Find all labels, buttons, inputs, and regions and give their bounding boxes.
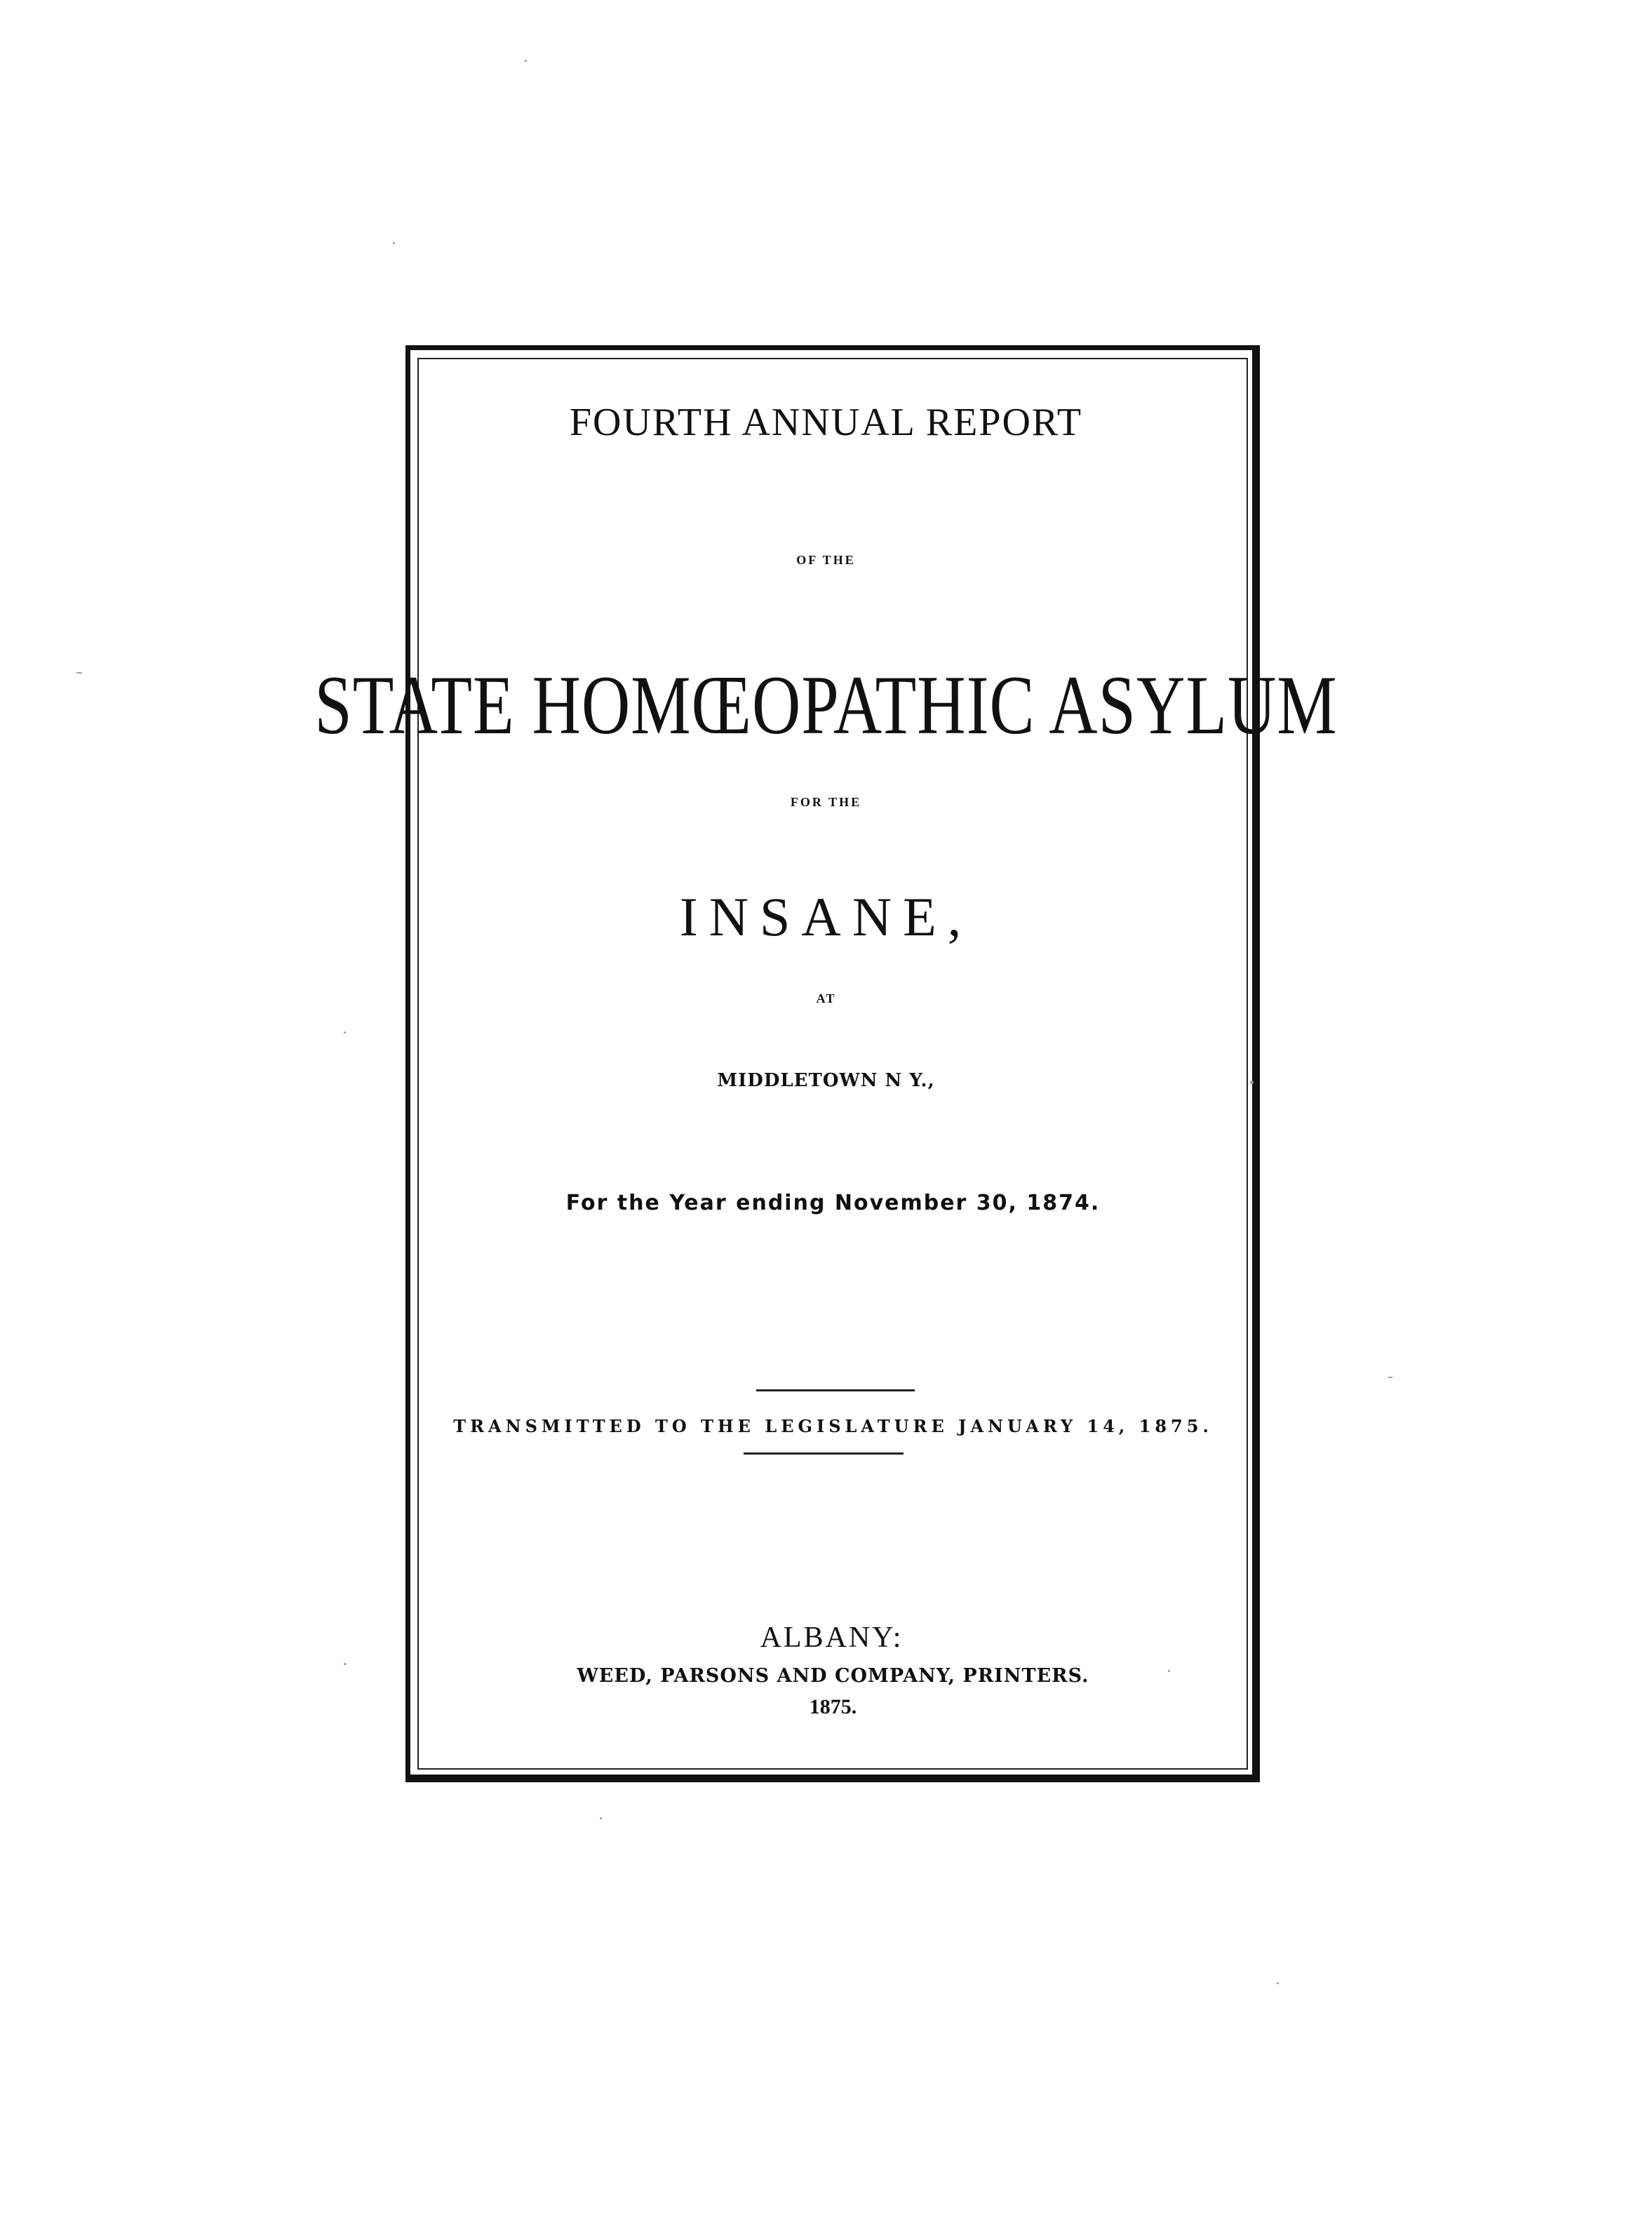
at-label: AT <box>816 991 836 1005</box>
imprint-city: ALBANY: <box>760 1622 904 1654</box>
year-ending-line: For the Year ending November 30, 1874. <box>565 1191 1101 1215</box>
report-title: FOURTH ANNUAL REPORT <box>569 401 1083 444</box>
place-name: MIDDLETOWN N Y., <box>717 1070 935 1091</box>
page-border-inner <box>417 358 1248 1770</box>
insane-heading: INSANE, <box>679 886 973 947</box>
scan-speck <box>1168 1670 1170 1672</box>
scan-speck <box>600 1817 602 1819</box>
imprint-printers: WEED, PARSONS AND COMPANY, PRINTERS. <box>577 1665 1089 1687</box>
scan-speck <box>525 60 527 62</box>
scan-speck <box>1388 1377 1393 1378</box>
scan-speck <box>393 242 395 244</box>
scan-speck <box>1277 1982 1279 1984</box>
transmitted-line: TRANSMITTED TO THE LEGISLATURE JANUARY 14, 1875. <box>453 1416 1213 1436</box>
of-the-label: OF THE <box>796 553 856 567</box>
imprint-year: 1875. <box>809 1695 857 1718</box>
scan-speck <box>76 672 83 674</box>
scan-speck <box>344 1663 346 1665</box>
rule-top <box>756 1389 915 1391</box>
rule-bottom <box>744 1452 904 1455</box>
for-the-label: FOR THE <box>790 795 862 809</box>
scan-speck <box>1250 1081 1254 1084</box>
scan-speck <box>344 1031 346 1034</box>
institution-name: STATE HOMŒOPATHIC ASYLUM <box>314 657 1338 752</box>
